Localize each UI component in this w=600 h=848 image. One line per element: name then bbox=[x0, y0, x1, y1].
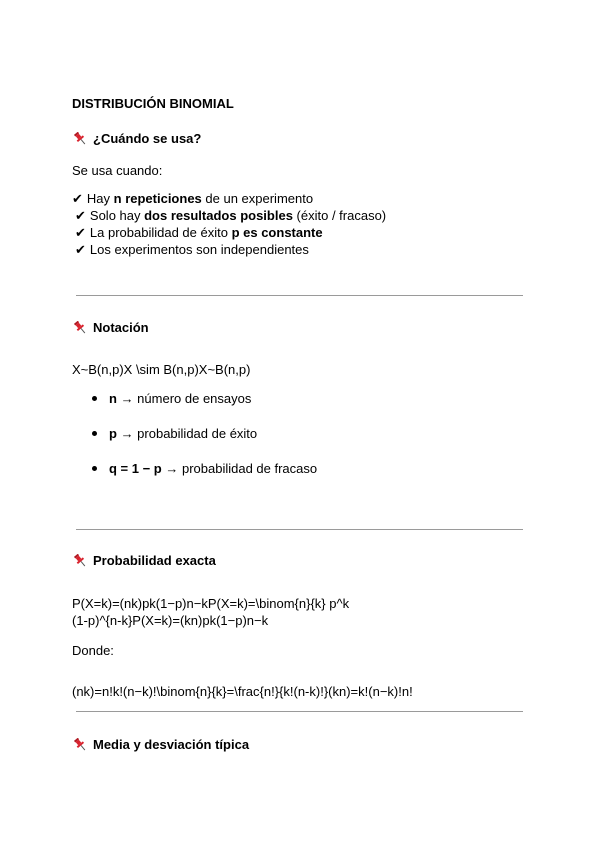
pushpin-icon bbox=[72, 738, 88, 752]
bullet-dot bbox=[92, 396, 97, 401]
list-item: q = 1 − p → probabilidad de fracaso bbox=[109, 461, 318, 476]
bullet-dot bbox=[92, 431, 97, 436]
bullet-dot bbox=[92, 466, 97, 471]
check-icon: ✔ bbox=[75, 225, 86, 240]
section-heading-uso bbox=[72, 131, 201, 146]
pushpin-icon bbox=[72, 132, 88, 146]
list-item: ✔ Hay n repeticiones de un experimento bbox=[72, 191, 314, 206]
section-heading-label: ¿Cuándo se usa? bbox=[93, 131, 202, 146]
document-title: DISTRIBUCIÓN BINOMIAL bbox=[72, 96, 234, 111]
section-heading-label: Probabilidad exacta bbox=[93, 553, 216, 568]
list-item: ✔ Solo hay dos resultados posibles (éxito / fracaso) bbox=[75, 208, 387, 223]
section-heading-media bbox=[72, 737, 249, 752]
check-icon: ✔ bbox=[75, 208, 86, 223]
section-heading-label: Notación bbox=[93, 320, 149, 335]
divider bbox=[76, 295, 523, 296]
check-icon: ✔ bbox=[75, 242, 86, 257]
pushpin-icon bbox=[72, 554, 88, 568]
formula-line-2: (1-p)^{n-k}P(X=k)=(kn)pk(1−p)n−k bbox=[72, 613, 269, 628]
check-icon: ✔ bbox=[72, 191, 83, 206]
divider bbox=[76, 529, 523, 530]
divider bbox=[76, 711, 523, 712]
donde-label: Donde: bbox=[72, 643, 114, 658]
list-item: p → probabilidad de éxito bbox=[109, 426, 258, 441]
section-heading-exacta bbox=[72, 553, 216, 568]
pushpin-icon bbox=[72, 321, 88, 335]
uso-intro: Se usa cuando: bbox=[72, 163, 163, 178]
notation-formula: X~B(n,p)X \sim B(n,p)X~B(n,p) bbox=[72, 362, 251, 377]
formula-line-1: P(X=k)=(nk)pk(1−p)n−kP(X=k)=\binom{n}{k} p^k bbox=[72, 596, 350, 611]
list-item: ✔ Los experimentos son independientes bbox=[75, 242, 309, 257]
section-heading-notacion bbox=[72, 320, 149, 335]
list-item: ✔ La probabilidad de éxito p es constante bbox=[75, 225, 323, 240]
binomial-coefficient-formula: (nk)=n!k!(n−k)!\binom{n}{k}=\frac{n!}{k!(n-k)!}(kn)=k!(n−k)!n! bbox=[72, 684, 413, 699]
section-heading-label: Media y desviación típica bbox=[93, 737, 250, 752]
list-item: n → número de ensayos bbox=[109, 391, 252, 406]
